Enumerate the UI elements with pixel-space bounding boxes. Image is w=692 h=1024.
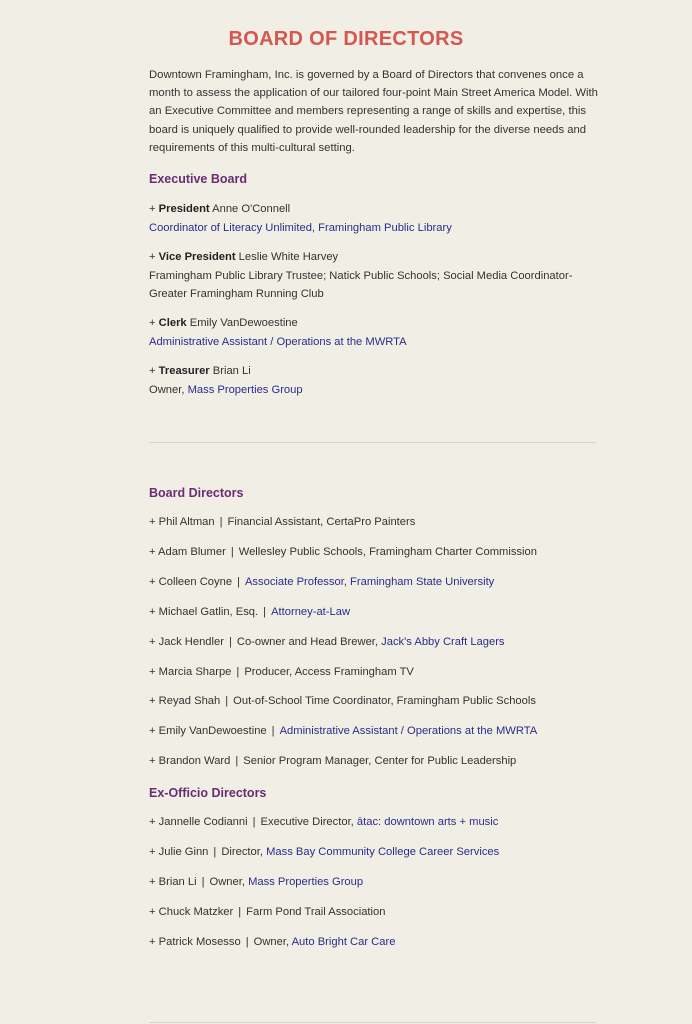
separator: | <box>238 905 242 918</box>
list-item: + Patrick Mosesso | Owner, Auto Bright Car Care <box>149 935 396 948</box>
member-affiliation-link[interactable]: ātac: downtown arts + music <box>356 816 499 828</box>
member-name: Emily VanDewoestine <box>158 725 267 738</box>
separator: | <box>263 605 267 618</box>
member-detail: Wellesley Public Schools, Framingham Charter Commission <box>238 545 537 558</box>
list-item: + Colleen Coyne | Associate Professor, Framingham State University <box>149 575 495 588</box>
member-name: Jannelle Codianni <box>158 816 248 828</box>
member-name: Colleen Coyne <box>158 575 233 588</box>
separator: | <box>213 845 217 858</box>
separator: | <box>230 545 234 558</box>
member-affiliation-link[interactable]: Administrative Assistant / Operations at the MWRTA <box>279 725 538 738</box>
member-affiliation-link[interactable]: Mass Bay Community College Career Services <box>266 845 500 858</box>
member-detail: Owner, <box>209 875 245 888</box>
separator: | <box>225 695 229 708</box>
member-detail: Senior Program Manager, Center for Public Leadership <box>243 755 517 768</box>
section-divider <box>149 1022 596 1023</box>
member-affiliation-link[interactable]: Jack's Abby Craft Lagers <box>381 635 505 648</box>
list-item: + Phil Altman | Financial Assistant, CertaPro Painters <box>149 516 416 528</box>
member-name: Adam Blumer <box>158 545 226 558</box>
separator: | <box>237 575 240 588</box>
member-affiliation-link[interactable]: Attorney-at-Law <box>271 605 351 618</box>
list-item: + Adam Blumer | Wellesley Public Schools, Framingham Charter Commission <box>149 545 537 558</box>
member-name: Marcia Sharpe <box>158 665 232 678</box>
list-item: + Marcia Sharpe | Producer, Access Framingham TV <box>149 665 414 678</box>
separator: | <box>245 935 249 948</box>
member-name: Anne O'Connell <box>212 203 291 215</box>
member-name: Brian Li <box>158 875 197 888</box>
member-detail: Producer, Access Framingham TV <box>244 665 414 678</box>
member-detail: Co-owner and Head Brewer, <box>236 635 379 648</box>
treasurer-affiliation-link[interactable]: Mass Properties Group <box>187 383 303 396</box>
page-title: BOARD OF DIRECTORS <box>228 28 464 50</box>
member-name: Phil Altman <box>158 516 215 528</box>
separator: | <box>219 516 223 528</box>
member-affiliation-link[interactable]: Associate Professor, Framingham State University <box>244 575 495 588</box>
member-name: Emily VanDewoestine <box>189 317 298 329</box>
member-detail: Financial Assistant, CertaPro Painters <box>227 516 416 528</box>
separator: | <box>235 755 239 768</box>
list-item: + Jack Hendler | Co-owner and Head Brewer, Jack's Abby Craft Lagers <box>149 635 505 648</box>
role-label: Vice President <box>158 251 236 263</box>
role-label: President <box>158 203 210 215</box>
member-affiliation-link[interactable]: Mass Properties Group <box>248 875 364 888</box>
exec-president: + President Anne O'Connell Coordinator of Literacy Unlimited, Framingham Public Library <box>149 203 452 234</box>
member-name: Julie Ginn <box>158 845 209 858</box>
separator: | <box>271 725 275 738</box>
member-name: Brandon Ward <box>158 755 231 768</box>
member-detail: Executive Director, <box>260 816 354 828</box>
separator: | <box>201 875 205 888</box>
member-name: Brian Li <box>212 365 251 377</box>
member-detail: Out-of-School Time Coordinator, Framingham Public Schools <box>233 695 536 708</box>
member-name: Patrick Mosesso <box>158 935 241 948</box>
member-detail: Director, <box>221 845 263 858</box>
list-item: + Julie Ginn | Director, Mass Bay Community College Career Services <box>149 845 500 858</box>
board-directors-heading: Board Directors <box>149 486 244 500</box>
list-item: + Jannelle Codianni | Executive Director, ātac: downtown arts + music <box>149 816 499 828</box>
member-name: Jack Hendler <box>158 635 224 648</box>
ex-officio-heading: Ex-Officio Directors <box>149 786 267 800</box>
member-detail: Owner, <box>253 935 290 948</box>
exec-vice-president: + Vice President Leslie White Harvey Framingham Public Library Trustee; Natick Public Schools; Social Media Coordinator-Greater Framingham Running Club <box>149 251 573 300</box>
member-affiliation-link[interactable]: Auto Bright Car Care <box>291 935 396 948</box>
list-item: + Emily VanDewoestine | Administrative Assistant / Operations at the MWRTA <box>149 725 538 738</box>
member-name: Chuck Matzker <box>158 905 234 918</box>
president-affiliation-link[interactable]: Coordinator of Literacy Unlimited, Framingham Public Library <box>149 221 452 234</box>
executive-board-heading: Executive Board <box>149 172 247 186</box>
member-name: Michael Gatlin, Esq. <box>158 605 259 618</box>
clerk-affiliation-link[interactable]: Administrative Assistant / Operations at the MWRTA <box>149 335 407 348</box>
exec-treasurer: + Treasurer Brian Li Owner, Mass Properties Group <box>149 365 303 396</box>
role-label: Treasurer <box>158 365 210 377</box>
member-detail: Framingham Public Library Trustee; Natick Public Schools; Social Media Coordinator-Greater Framingham Running Club <box>149 269 573 300</box>
list-item: + Chuck Matzker | Farm Pond Trail Association <box>149 905 386 918</box>
list-item: + Reyad Shah | Out-of-School Time Coordinator, Framingham Public Schools <box>149 695 536 708</box>
separator: | <box>236 665 240 678</box>
list-item: + Brian Li | Owner, Mass Properties Group <box>149 875 364 888</box>
intro-paragraph: Downtown Framingham, Inc. is governed by a Board of Directors that convenes once a month to assess the application of our tailored four-point Main Street America Model. With an Executive Committee and members representing a range of skills and expertise, this board is uniquely qualified to provide well-rounded leadership for the diverse needs and requirements of this multi-cultural setting. <box>149 69 598 154</box>
separator: | <box>228 635 232 648</box>
member-name: Leslie White Harvey <box>238 251 339 263</box>
section-divider <box>149 442 596 443</box>
member-detail: Farm Pond Trail Association <box>246 905 386 918</box>
exec-clerk: + Clerk Emily VanDewoestine Administrative Assistant / Operations at the MWRTA <box>149 317 407 348</box>
list-item: + Brandon Ward | Senior Program Manager, Center for Public Leadership <box>149 755 517 768</box>
role-label: Clerk <box>158 317 187 329</box>
separator: | <box>252 816 256 828</box>
list-item: + Michael Gatlin, Esq. | Attorney-at-Law <box>149 605 351 618</box>
member-name: Reyad Shah <box>158 695 221 708</box>
member-detail: Owner, <box>149 383 185 396</box>
